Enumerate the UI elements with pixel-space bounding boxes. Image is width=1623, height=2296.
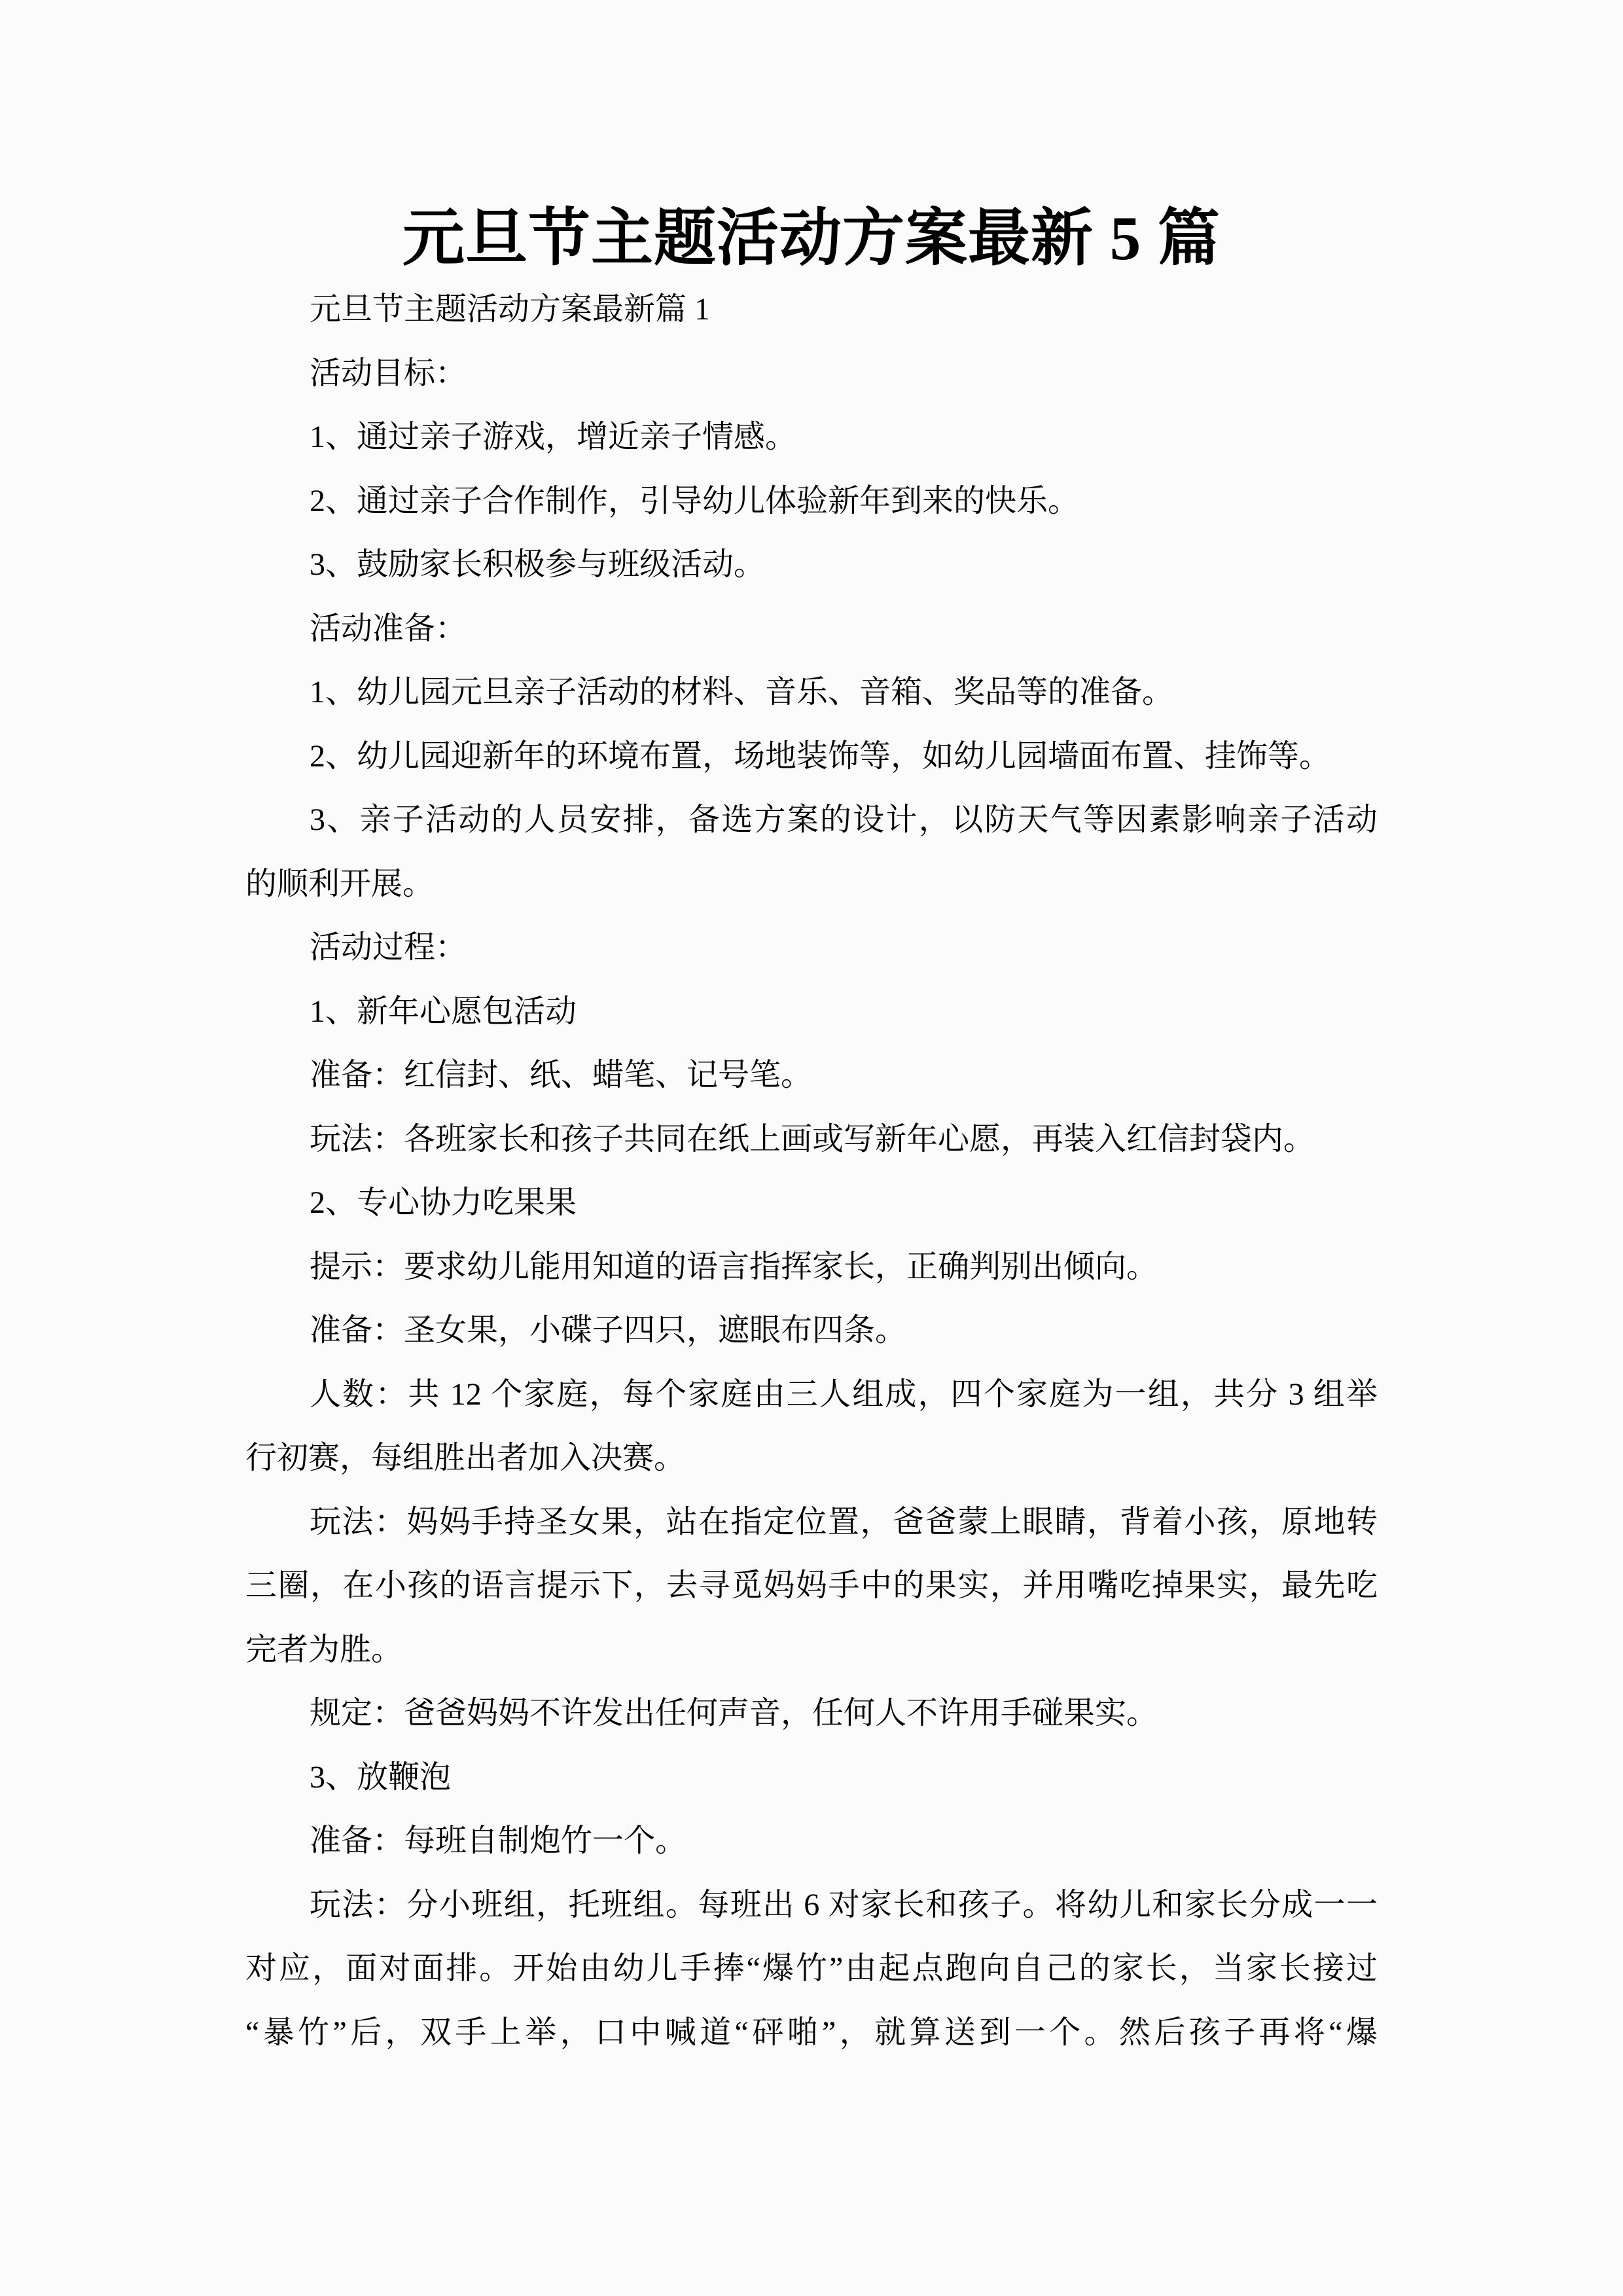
paragraph-line: 玩法：妈妈手持圣女果，站在指定位置，爸爸蒙上眼睛，背着小孩，原地转: [310, 1504, 1378, 1539]
paragraph-line: 准备：圣女果，小碟子四只，遮眼布四条。: [310, 1313, 907, 1348]
paragraph-line: 准备：红信封、纸、蜡笔、记号笔。: [310, 1058, 813, 1092]
paragraph-line: 活动准备：: [310, 611, 467, 646]
paragraph-line: 3、亲子活动的人员安排，备选方案的设计，以防天气等因素影响亲子活动: [310, 802, 1378, 837]
paragraph-line: 规定：爸爸妈妈不许发出任何声音，任何人不许用手碰果实。: [310, 1696, 1158, 1731]
paragraph-line: 元旦节主题活动方案最新篇 1: [310, 292, 711, 327]
paragraph-line: 1、新年心愿包活动: [310, 994, 577, 1029]
document-title: 元旦节主题活动方案最新 5 篇: [402, 204, 1221, 273]
paragraph-line: 行初赛，每组胜出者加入决赛。: [245, 1441, 686, 1475]
paragraph-line: 活动过程：: [310, 930, 467, 965]
paragraph-line: “暴竹”后，双手上举，口中喊道“砰啪”，就算送到一个。然后孩子再将“爆: [245, 2015, 1378, 2050]
paragraph-line: 3、鼓励家长积极参与班级活动。: [310, 547, 766, 582]
paragraph-line: 2、通过亲子合作制作，引导幼儿体验新年到来的快乐。: [310, 483, 1080, 518]
paragraph-line: 完者为胜。: [245, 1632, 403, 1667]
paragraph-line: 2、专心协力吃果果: [310, 1185, 577, 1220]
paragraph-line: 玩法：分小班组，托班组。每班出 6 对家长和孩子。将幼儿和家长分成一一: [310, 1887, 1378, 1922]
paragraph-line: 三圈，在小孩的语言提示下，去寻觅妈妈手中的果实，并用嘴吃掉果实，最先吃: [245, 1568, 1378, 1603]
paragraph-line: 准备：每班自制炮竹一个。: [310, 1823, 687, 1858]
document-body: [245, 278, 1378, 2064]
paragraph-line: 1、通过亲子游戏，增近亲子情感。: [310, 420, 797, 454]
paragraph-line: 对应，面对面排。开始由幼儿手捧“爆竹”由起点跑向自己的家长，当家长接过: [245, 1951, 1378, 1986]
paragraph-line: 3、放鞭泡: [310, 1759, 452, 1795]
paragraph-line: 的顺利开展。: [245, 866, 435, 901]
paragraph-line: 1、幼儿园元旦亲子活动的材料、音乐、音箱、奖品等的准备。: [310, 675, 1174, 709]
paragraph-line: 人数：共 12 个家庭，每个家庭由三人组成，四个家庭为一组，共分 3 组举: [310, 1376, 1378, 1412]
paragraph-line: 提示：要求幼儿能用知道的语言指挥家长，正确判别出倾向。: [310, 1249, 1158, 1284]
paragraph-line: 2、幼儿园迎新年的环境布置，场地装饰等，如幼儿园墙面布置、挂饰等。: [310, 738, 1331, 774]
paragraph-line: 活动目标：: [310, 355, 467, 391]
paragraph-line: 玩法：各班家长和孩子共同在纸上画或写新年心愿，再装入红信封袋内。: [310, 1121, 1315, 1157]
